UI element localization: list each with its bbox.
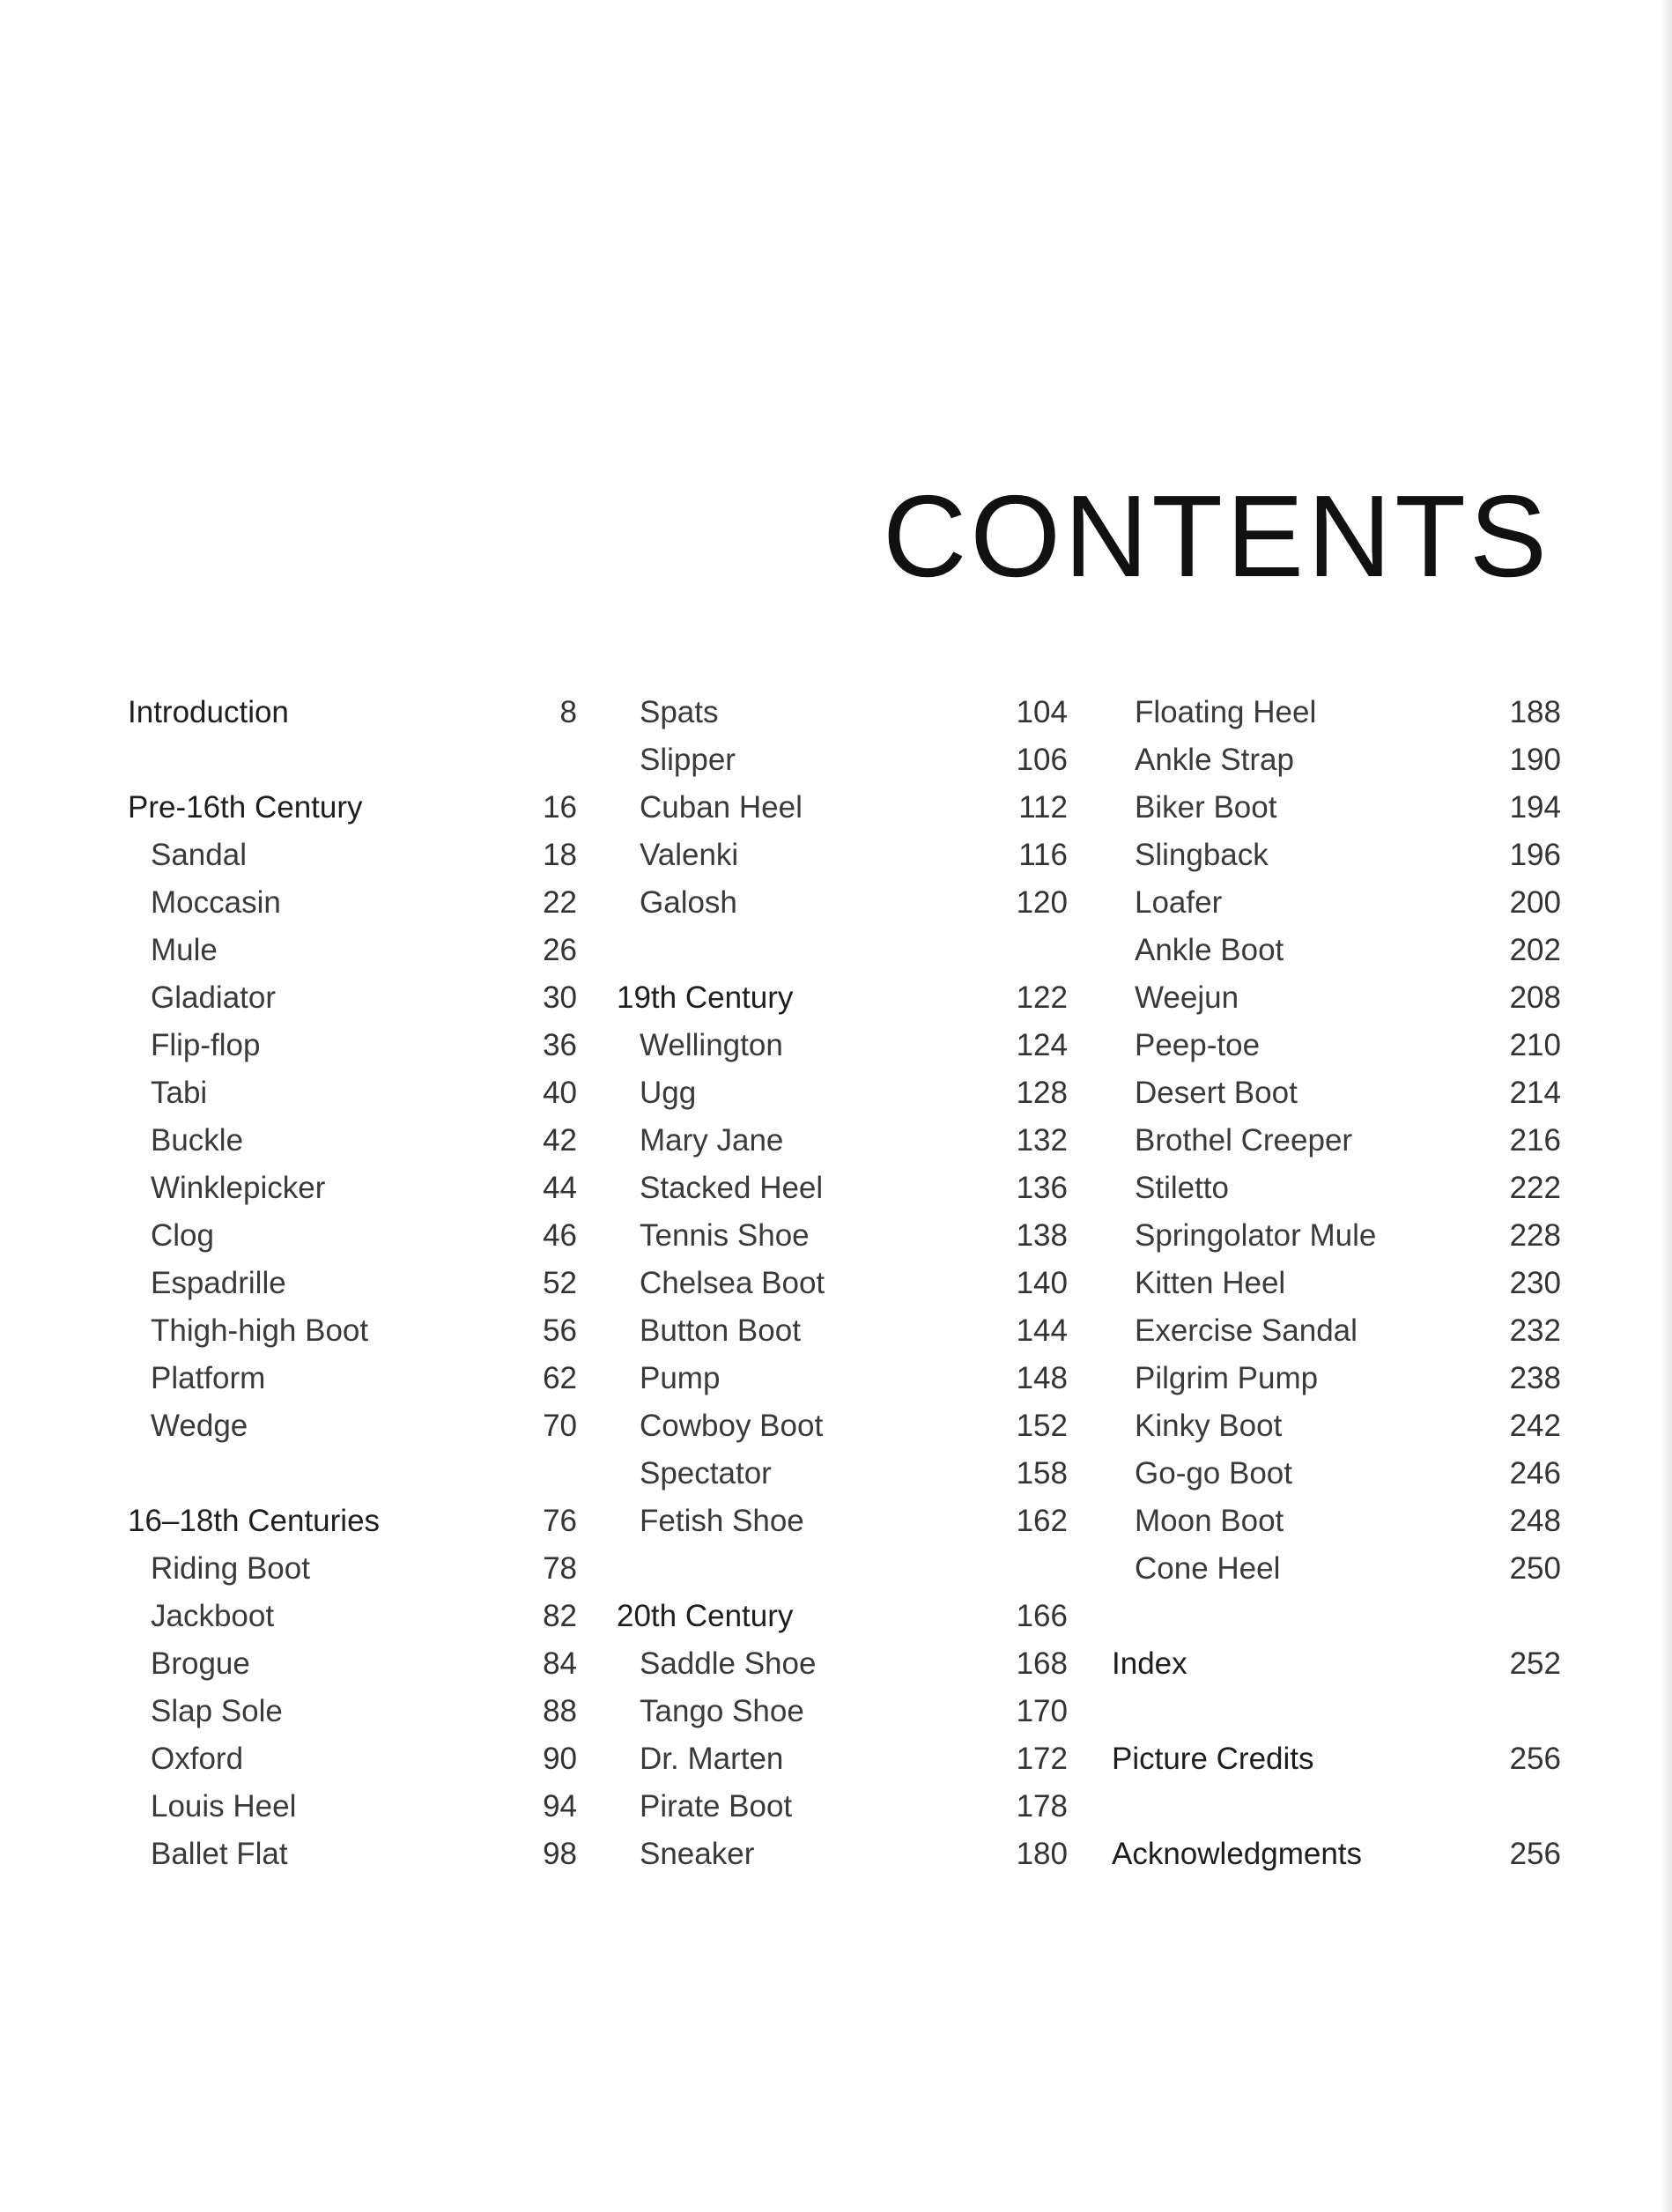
toc-entry <box>617 736 1068 784</box>
toc-page-number: 250 <box>1509 1551 1561 1586</box>
toc-entry <box>1112 879 1561 927</box>
toc-entry-title: Pump <box>640 1361 721 1395</box>
toc-entry-title: Thigh-high Boot <box>151 1313 369 1348</box>
toc-page-number: 140 <box>1016 1266 1068 1300</box>
toc-entry <box>128 832 577 879</box>
toc-entry-title: Clog <box>151 1218 214 1253</box>
toc-page-number: 246 <box>1509 1456 1561 1491</box>
toc-entry-title: Flip-flop <box>151 1028 261 1062</box>
toc-entry <box>1112 1260 1561 1307</box>
toc-entry <box>617 1593 1068 1640</box>
toc-entry <box>128 1593 577 1640</box>
toc-page-number: 214 <box>1509 1076 1561 1110</box>
toc-entry <box>617 1783 1068 1831</box>
toc-entry-title: Espadrille <box>151 1266 286 1300</box>
toc-entry-title: Exercise Sandal <box>1135 1313 1358 1348</box>
toc-entry <box>128 1212 577 1260</box>
toc-page-number: 128 <box>1016 1076 1068 1110</box>
toc-entry-title: Peep-toe <box>1135 1028 1261 1062</box>
toc-page-number: 172 <box>1016 1742 1068 1776</box>
toc-entry-title: Sandal <box>151 838 247 872</box>
toc-page-number: 132 <box>1016 1123 1068 1158</box>
toc-entry <box>128 1117 577 1165</box>
section-spacer <box>617 1545 1068 1593</box>
toc-page-number: 248 <box>1509 1504 1561 1538</box>
toc-entry <box>617 1212 1068 1260</box>
toc-page-number: 122 <box>1016 980 1068 1015</box>
toc-entry <box>128 1022 577 1069</box>
toc-entry-title: Slipper <box>640 743 736 777</box>
toc-entry-title: Louis Heel <box>151 1789 297 1824</box>
toc-page-number: 152 <box>1016 1409 1068 1443</box>
toc-page-number: 82 <box>543 1599 577 1633</box>
toc-section-title: Introduction <box>128 695 289 729</box>
toc-entry <box>617 784 1068 832</box>
toc-entry-title: Moon Boot <box>1135 1504 1284 1538</box>
toc-entry-title: Fetish Shoe <box>640 1504 804 1538</box>
toc-page-number: 256 <box>1509 1837 1561 1871</box>
toc-page-number: 238 <box>1509 1361 1561 1395</box>
toc-page-number: 222 <box>1509 1171 1561 1205</box>
toc-entry-title: Ballet Flat <box>151 1837 288 1871</box>
toc-page-number: 178 <box>1016 1789 1068 1824</box>
toc-entry <box>1112 927 1561 974</box>
toc-entry <box>1112 1117 1561 1165</box>
toc-entry-title: Saddle Shoe <box>640 1646 817 1681</box>
toc-entry-title: Galosh <box>640 885 737 920</box>
toc-entry-title: Weejun <box>1135 980 1239 1015</box>
toc-entry <box>128 1355 577 1402</box>
toc-page-number: 136 <box>1016 1171 1068 1205</box>
toc-section-title: Acknowledgments <box>1112 1837 1363 1871</box>
toc-page-number: 84 <box>543 1646 577 1681</box>
toc-entry-title: Tango Shoe <box>640 1694 804 1728</box>
toc-entry <box>617 1165 1068 1212</box>
toc-page-number: 30 <box>543 980 577 1015</box>
toc-entry <box>128 689 577 736</box>
toc-entry <box>1112 832 1561 879</box>
toc-entry-title: Buckle <box>151 1123 244 1158</box>
toc-page-number: 166 <box>1016 1599 1068 1633</box>
section-spacer <box>128 1450 577 1498</box>
toc-entry-title: Sneaker <box>640 1837 755 1871</box>
toc-entry-title: Chelsea Boot <box>640 1266 825 1300</box>
toc-entry <box>1112 1355 1561 1402</box>
toc-entry-title: Brothel Creeper <box>1135 1123 1353 1158</box>
section-spacer <box>617 927 1068 974</box>
toc-page-number: 106 <box>1016 743 1068 777</box>
toc-page-number: 62 <box>543 1361 577 1395</box>
toc-section-title: 19th Century <box>617 980 794 1015</box>
toc-page-number: 188 <box>1509 695 1561 729</box>
toc-page-number: 200 <box>1509 885 1561 920</box>
toc-entry <box>1112 1831 1561 1878</box>
toc-entry-title: Platform <box>151 1361 266 1395</box>
toc-entry <box>1112 1307 1561 1355</box>
toc-entry <box>128 1831 577 1878</box>
toc-entry-title: Stacked Heel <box>640 1171 824 1205</box>
toc-page-number: 76 <box>543 1504 577 1538</box>
toc-entry <box>128 927 577 974</box>
toc-entry-title: Floating Heel <box>1135 695 1317 729</box>
toc-entry-title: Button Boot <box>640 1313 801 1348</box>
contents-column-3 <box>1112 689 1561 1878</box>
toc-page-number: 42 <box>543 1123 577 1158</box>
toc-entry-title: Oxford <box>151 1742 244 1776</box>
toc-page-number: 228 <box>1509 1218 1561 1253</box>
toc-entry-title: Pirate Boot <box>640 1789 793 1824</box>
toc-entry-title: Slingback <box>1135 838 1269 872</box>
toc-page-number: 148 <box>1016 1361 1068 1395</box>
toc-entry <box>1112 1545 1561 1593</box>
toc-page-number: 70 <box>543 1409 577 1443</box>
toc-entry-title: Wedge <box>151 1409 248 1443</box>
toc-section-title: Index <box>1112 1646 1187 1681</box>
toc-entry <box>1112 1402 1561 1450</box>
toc-entry-title: Jackboot <box>151 1599 275 1633</box>
toc-entry-title: Wellington <box>640 1028 783 1062</box>
toc-entry <box>1112 1450 1561 1498</box>
toc-section-title: 16–18th Centuries <box>128 1504 381 1538</box>
toc-entry <box>128 1688 577 1735</box>
toc-entry <box>617 1069 1068 1117</box>
contents-column-1 <box>128 689 577 1878</box>
toc-entry-title: Kitten Heel <box>1135 1266 1286 1300</box>
section-spacer <box>1112 1783 1561 1831</box>
toc-entry-title: Cowboy Boot <box>640 1409 824 1443</box>
toc-page-number: 144 <box>1016 1313 1068 1348</box>
toc-entry <box>128 1783 577 1831</box>
toc-page-number: 104 <box>1016 695 1068 729</box>
toc-entry-title: Moccasin <box>151 885 281 920</box>
toc-entry <box>1112 974 1561 1022</box>
toc-entry-title: Ugg <box>640 1076 697 1110</box>
toc-page-number: 242 <box>1509 1409 1561 1443</box>
toc-page-number: 94 <box>543 1789 577 1824</box>
toc-page-number: 216 <box>1509 1123 1561 1158</box>
toc-page-number: 56 <box>543 1313 577 1348</box>
toc-entry <box>617 1402 1068 1450</box>
toc-page-number: 196 <box>1509 838 1561 872</box>
toc-entry <box>617 689 1068 736</box>
toc-entry <box>128 1307 577 1355</box>
toc-entry <box>1112 1022 1561 1069</box>
toc-page-number: 202 <box>1509 933 1561 967</box>
toc-page-number: 40 <box>543 1076 577 1110</box>
toc-entry <box>1112 1069 1561 1117</box>
toc-entry-title: Ankle Boot <box>1135 933 1284 967</box>
toc-entry <box>617 1450 1068 1498</box>
toc-page-number: 190 <box>1509 743 1561 777</box>
toc-entry-title: Mary Jane <box>640 1123 784 1158</box>
toc-entry <box>617 1022 1068 1069</box>
toc-page-number: 8 <box>559 695 577 729</box>
toc-entry <box>1112 736 1561 784</box>
toc-entry-title: Gladiator <box>151 980 277 1015</box>
toc-page-number: 138 <box>1016 1218 1068 1253</box>
toc-page-number: 162 <box>1016 1504 1068 1538</box>
toc-page-number: 124 <box>1016 1028 1068 1062</box>
toc-entry-title: Riding Boot <box>151 1551 310 1586</box>
toc-entry-title: Dr. Marten <box>640 1742 784 1776</box>
toc-entry-title: Cuban Heel <box>640 790 803 825</box>
toc-page-number: 252 <box>1509 1646 1561 1681</box>
toc-entry <box>128 974 577 1022</box>
toc-entry <box>617 1498 1068 1545</box>
toc-page-number: 256 <box>1509 1742 1561 1776</box>
toc-entry <box>128 1260 577 1307</box>
toc-page-number: 44 <box>543 1171 577 1205</box>
toc-entry <box>128 879 577 927</box>
toc-entry <box>617 1735 1068 1783</box>
toc-entry <box>128 1402 577 1450</box>
toc-entry-title: Brogue <box>151 1646 250 1681</box>
toc-entry <box>128 1165 577 1212</box>
toc-entry <box>128 1545 577 1593</box>
toc-page-number: 98 <box>543 1837 577 1871</box>
section-spacer <box>1112 1593 1561 1640</box>
toc-entry-title: Biker Boot <box>1135 790 1277 825</box>
toc-entry <box>617 879 1068 927</box>
toc-page-number: 210 <box>1509 1028 1561 1062</box>
toc-page-number: 90 <box>543 1742 577 1776</box>
toc-entry-title: Winklepicker <box>151 1171 326 1205</box>
toc-entry-title: Spats <box>640 695 719 729</box>
toc-page-number: 22 <box>543 885 577 920</box>
toc-section-title: Picture Credits <box>1112 1742 1314 1776</box>
toc-entry-title: Spectator <box>640 1456 772 1491</box>
toc-entry-title: Pilgrim Pump <box>1135 1361 1319 1395</box>
toc-entry <box>617 1831 1068 1878</box>
toc-page-number: 208 <box>1509 980 1561 1015</box>
toc-section-title: 20th Century <box>617 1599 794 1633</box>
toc-entry <box>128 784 577 832</box>
toc-page-number: 120 <box>1016 885 1068 920</box>
toc-page-number: 26 <box>543 933 577 967</box>
toc-entry <box>1112 1498 1561 1545</box>
toc-entry <box>617 1688 1068 1735</box>
toc-page-number: 78 <box>543 1551 577 1586</box>
toc-section-title: Pre-16th Century <box>128 790 363 825</box>
toc-entry <box>617 832 1068 879</box>
toc-page-number: 158 <box>1016 1456 1068 1491</box>
toc-page-number: 46 <box>543 1218 577 1253</box>
toc-page-number: 230 <box>1509 1266 1561 1300</box>
toc-entry-title: Desert Boot <box>1135 1076 1298 1110</box>
toc-entry-title: Loafer <box>1135 885 1223 920</box>
toc-entry-title: Kinky Boot <box>1135 1409 1283 1443</box>
toc-entry <box>128 1069 577 1117</box>
section-spacer <box>1112 1688 1561 1735</box>
toc-page-number: 170 <box>1016 1694 1068 1728</box>
toc-entry <box>1112 689 1561 736</box>
toc-page-number: 168 <box>1016 1646 1068 1681</box>
toc-page-number: 232 <box>1509 1313 1561 1348</box>
toc-entry <box>617 1260 1068 1307</box>
toc-entry <box>1112 1735 1561 1783</box>
toc-entry-title: Stiletto <box>1135 1171 1229 1205</box>
toc-entry <box>617 974 1068 1022</box>
toc-entry <box>1112 1640 1561 1688</box>
contents-column-2 <box>617 689 1068 1878</box>
section-spacer <box>128 736 577 784</box>
page-title: CONTENTS <box>883 471 1550 602</box>
toc-entry-title: Go-go Boot <box>1135 1456 1292 1491</box>
toc-page-number: 36 <box>543 1028 577 1062</box>
toc-entry-title: Valenki <box>640 838 739 872</box>
toc-entry <box>128 1640 577 1688</box>
toc-entry <box>617 1640 1068 1688</box>
toc-page-number: 88 <box>543 1694 577 1728</box>
toc-entry-title: Mule <box>151 933 218 967</box>
toc-entry-title: Tabi <box>151 1076 208 1110</box>
toc-entry <box>1112 1212 1561 1260</box>
toc-page-number: 180 <box>1016 1837 1068 1871</box>
toc-page-number: 116 <box>1018 838 1068 872</box>
toc-page-number: 112 <box>1018 790 1068 825</box>
toc-page-number: 52 <box>543 1266 577 1300</box>
toc-entry <box>1112 1165 1561 1212</box>
toc-page-number: 18 <box>543 838 577 872</box>
page-edge-shadow <box>1660 0 1672 2212</box>
toc-entry <box>1112 784 1561 832</box>
toc-entry-title: Ankle Strap <box>1135 743 1294 777</box>
toc-entry-title: Springolator Mule <box>1135 1218 1377 1253</box>
toc-entry <box>617 1307 1068 1355</box>
toc-entry <box>617 1355 1068 1402</box>
toc-entry-title: Tennis Shoe <box>640 1218 810 1253</box>
toc-entry-title: Slap Sole <box>151 1694 283 1728</box>
toc-entry <box>128 1735 577 1783</box>
toc-entry-title: Cone Heel <box>1135 1551 1281 1586</box>
toc-page-number: 194 <box>1509 790 1561 825</box>
toc-entry <box>617 1117 1068 1165</box>
toc-entry <box>128 1498 577 1545</box>
toc-page-number: 16 <box>543 790 577 825</box>
